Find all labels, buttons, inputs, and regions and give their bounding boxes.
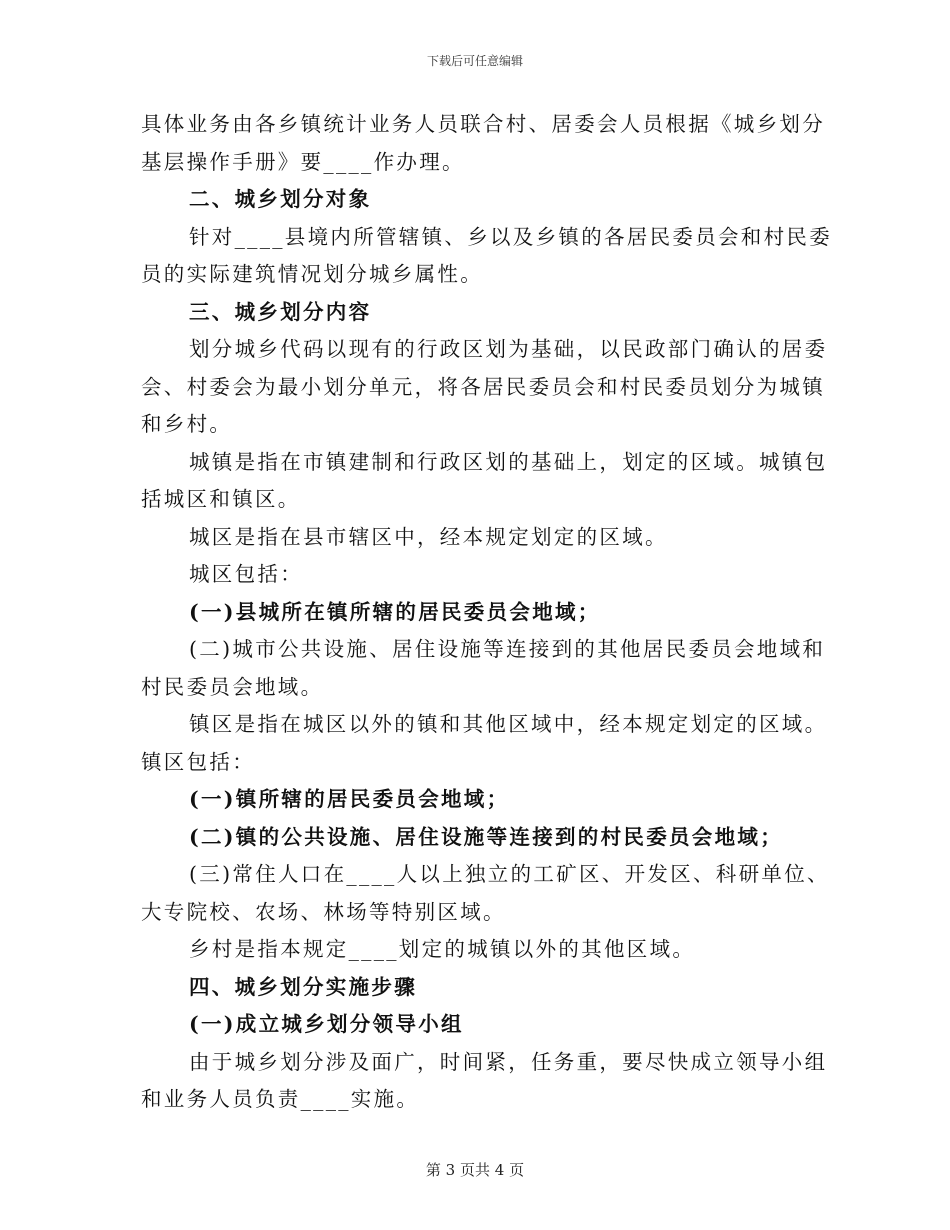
list-item: (二)城市公共设施、居住设施等连接到的其他居民委员会地域和: [189, 637, 826, 661]
body-line: 具体业务由各乡镇统计业务人员联合村、居委会人员根据《城乡划分: [141, 112, 825, 136]
body-line: 村民委员会地域。: [141, 674, 324, 699]
body-line: 基层操作手册》要____作办理。: [141, 149, 465, 174]
body-line: 和乡村。: [141, 412, 233, 436]
body-line: 城区是指在县市辖区中，经本规定划定的区域。: [189, 524, 668, 549]
list-item: (一)镇所辖的居民委员会地域；: [189, 787, 510, 811]
subsection-heading: (一)成立城乡划分领导小组: [189, 1012, 464, 1036]
section-heading: 二、城乡划分对象: [189, 187, 372, 211]
body-line: 镇区包括：: [141, 749, 255, 774]
body-line: 括城区和镇区。: [141, 487, 301, 511]
body-line: 城区包括：: [189, 562, 303, 586]
body-line: 大专院校、农场、林场等特别区域。: [141, 899, 506, 924]
body-line: 针对____县境内所管辖镇、乡以及乡镇的各居民委员会和村民委: [189, 224, 832, 249]
list-item: (二)镇的公共设施、居住设施等连接到的村民委员会地域；: [189, 824, 783, 849]
page-header-note: 下载后可任意编辑: [426, 54, 523, 68]
body-line: 镇区是指在城区以外的镇和其他区域中，经本规定划定的区域。: [189, 712, 828, 736]
list-item: (一)县城所在镇所辖的居民委员会地域；: [189, 599, 601, 624]
page-number: 第 3 页共 4 页: [425, 1161, 525, 1179]
body-line: 城镇是指在市镇建制和行政区划的基础上，划定的区域。城镇包: [189, 449, 828, 474]
body-line: 由于城乡划分涉及面广，时间紧，任务重，要尽快成立领导小组: [189, 1049, 828, 1074]
list-item: (三)常住人口在____人以上独立的工矿区、开发区、科研单位、: [189, 862, 830, 886]
body-line: 和业务人员负责____实施。: [141, 1087, 420, 1111]
section-heading: 三、城乡划分内容: [189, 299, 372, 324]
body-line: 会、村委会为最小划分单元，将各居民委员会和村民委员划分为城镇: [141, 374, 825, 399]
body-line: 员的实际建筑情况划分城乡属性。: [141, 262, 483, 286]
body-line: 划分城乡代码以现有的行政区划为基础，以民政部门确认的居委: [189, 337, 828, 361]
section-heading: 四、城乡划分实施步骤: [189, 974, 417, 999]
document-body: [141, 106, 832, 1119]
body-line: 乡村是指本规定____划定的城镇以外的其他区域。: [189, 937, 696, 961]
